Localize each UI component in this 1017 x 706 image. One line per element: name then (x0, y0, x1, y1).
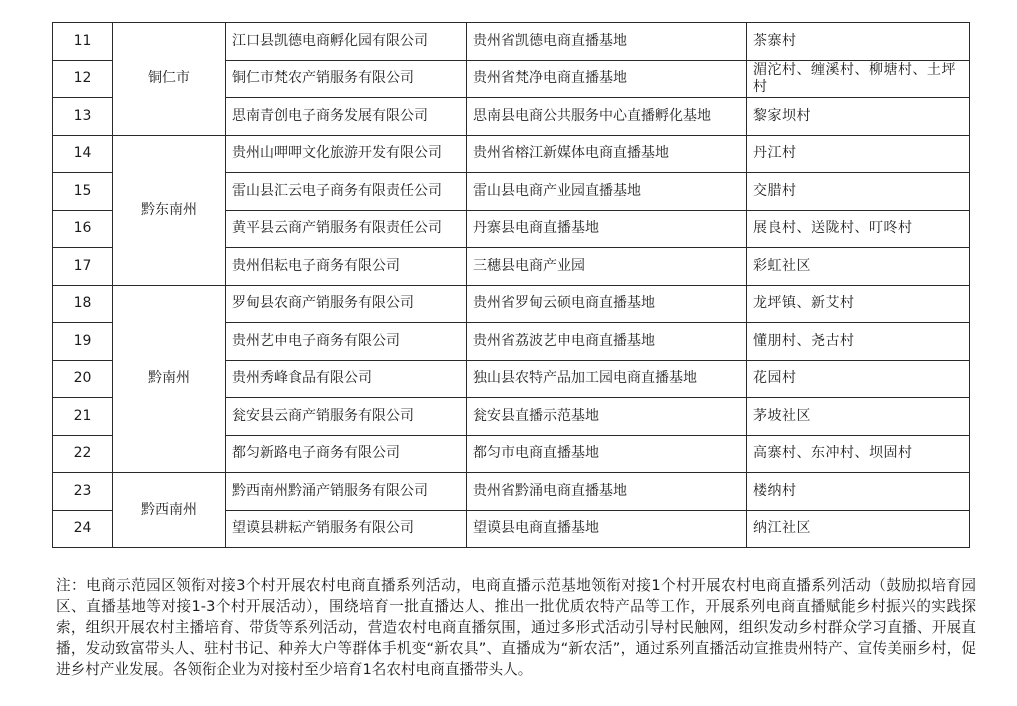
lead-company: 雷山县汇云电子商务有限责任公司 (226, 173, 467, 211)
paired-village: 丹江村 (747, 135, 970, 173)
paired-village: 高寨村、东冲村、坝固村 (747, 435, 970, 473)
lead-company: 思南青创电子商务发展有限公司 (226, 98, 467, 136)
paired-village: 龙坪镇、新艾村 (747, 285, 970, 323)
livestream-base: 都匀市电商直播基地 (467, 435, 747, 473)
row-number: 17 (53, 248, 113, 286)
row-number: 12 (53, 60, 113, 98)
paired-village: 彩虹社区 (747, 248, 970, 286)
paired-village: 黎家坝村 (747, 98, 970, 136)
livestream-base: 思南县电商公共服务中心直播孵化基地 (467, 98, 747, 136)
table-row (53, 23, 970, 61)
livestream-base: 雷山县电商产业园直播基地 (467, 173, 747, 211)
region-cell: 黔南州 (113, 285, 226, 473)
row-number: 22 (53, 435, 113, 473)
paired-village: 茶寨村 (747, 23, 970, 61)
lead-company: 罗甸县农商产销服务有限公司 (226, 285, 467, 323)
paired-village: 楼纳村 (747, 473, 970, 511)
livestream-base: 丹寨县电商直播基地 (467, 210, 747, 248)
livestream-base: 贵州省凯德电商直播基地 (467, 23, 747, 61)
row-number: 18 (53, 285, 113, 323)
region-cell: 黔西南州 (113, 473, 226, 548)
lead-company: 黔西南州黔涌产销服务有限公司 (226, 473, 467, 511)
livestream-base: 独山县农特产品加工园电商直播基地 (467, 360, 747, 398)
lead-company: 铜仁市梵农产销服务有限公司 (226, 60, 467, 98)
table-row (53, 285, 970, 323)
table-body (53, 23, 970, 548)
row-number: 13 (53, 98, 113, 136)
row-number: 14 (53, 135, 113, 173)
paired-village: 展良村、送陇村、叮咚村 (747, 210, 970, 248)
row-number: 16 (53, 210, 113, 248)
table-row (53, 135, 970, 173)
livestream-base: 贵州省黔涌电商直播基地 (467, 473, 747, 511)
paired-village: 交腊村 (747, 173, 970, 211)
row-number: 24 (53, 510, 113, 548)
livestream-base: 贵州省罗甸云硕电商直播基地 (467, 285, 747, 323)
livestream-base: 三穗县电商产业园 (467, 248, 747, 286)
paired-village: 纳江社区 (747, 510, 970, 548)
lead-company: 贵州佀耘电子商务有限公司 (226, 248, 467, 286)
lead-company: 黄平县云商产销服务有限责任公司 (226, 210, 467, 248)
paired-village: 懂朋村、尧古村 (747, 323, 970, 361)
lead-company: 都匀新路电子商务有限公司 (226, 435, 467, 473)
row-number: 11 (53, 23, 113, 61)
livestream-base: 望谟县电商直播基地 (467, 510, 747, 548)
livestream-base: 瓮安县直播示范基地 (467, 398, 747, 436)
base-village-table (52, 22, 970, 548)
row-number: 19 (53, 323, 113, 361)
paired-village: 湄沱村、缠溪村、柳塘村、土坪村 (747, 60, 970, 98)
lead-company: 贵州艺申电子商务有限公司 (226, 323, 467, 361)
table-row (53, 473, 970, 511)
row-number: 15 (53, 173, 113, 211)
paired-village: 花园村 (747, 360, 970, 398)
livestream-base: 贵州省荔波艺申电商直播基地 (467, 323, 747, 361)
region-cell: 铜仁市 (113, 23, 226, 136)
lead-company: 江口县凯德电商孵化园有限公司 (226, 23, 467, 61)
livestream-base: 贵州省梵净电商直播基地 (467, 60, 747, 98)
row-number: 20 (53, 360, 113, 398)
lead-company: 贵州山呷呷文化旅游开发有限公司 (226, 135, 467, 173)
region-cell: 黔东南州 (113, 135, 226, 285)
row-number: 23 (53, 473, 113, 511)
footnote: 注：电商示范园区领衔对接3个村开展农村电商直播系列活动，电商直播示范基地领衔对接1个村开展农村电商直播系列活动（鼓励拟培育园区、直播基地等对接1-3个村开展活动），围绕培育一批直播达人、推出一批优质农特产品等工作，开展系列电商直播赋能乡村振兴的实践探索，组织开展农村主播培育、带货等系列活动，营造农村电商直播氛围，通过多形式活动引导村民触网，组织发动乡村群众学习直播、开展直播，发动致富带头人、驻村书记、种养大户等群体手机变“新农具”、直播成为“新农活”，通过系列直播活动宣推贵州特产、宣传美丽乡村，促进乡村产业发展。各领衔企业为对接村至少培育1名农村电商直播带头人。 (56, 577, 976, 678)
lead-company: 瓮安县云商产销服务有限公司 (226, 398, 467, 436)
row-number: 21 (53, 398, 113, 436)
livestream-base: 贵州省榕江新媒体电商直播基地 (467, 135, 747, 173)
paired-village: 茅坡社区 (747, 398, 970, 436)
lead-company: 望谟县耕耘产销服务有限公司 (226, 510, 467, 548)
lead-company: 贵州秀峰食品有限公司 (226, 360, 467, 398)
